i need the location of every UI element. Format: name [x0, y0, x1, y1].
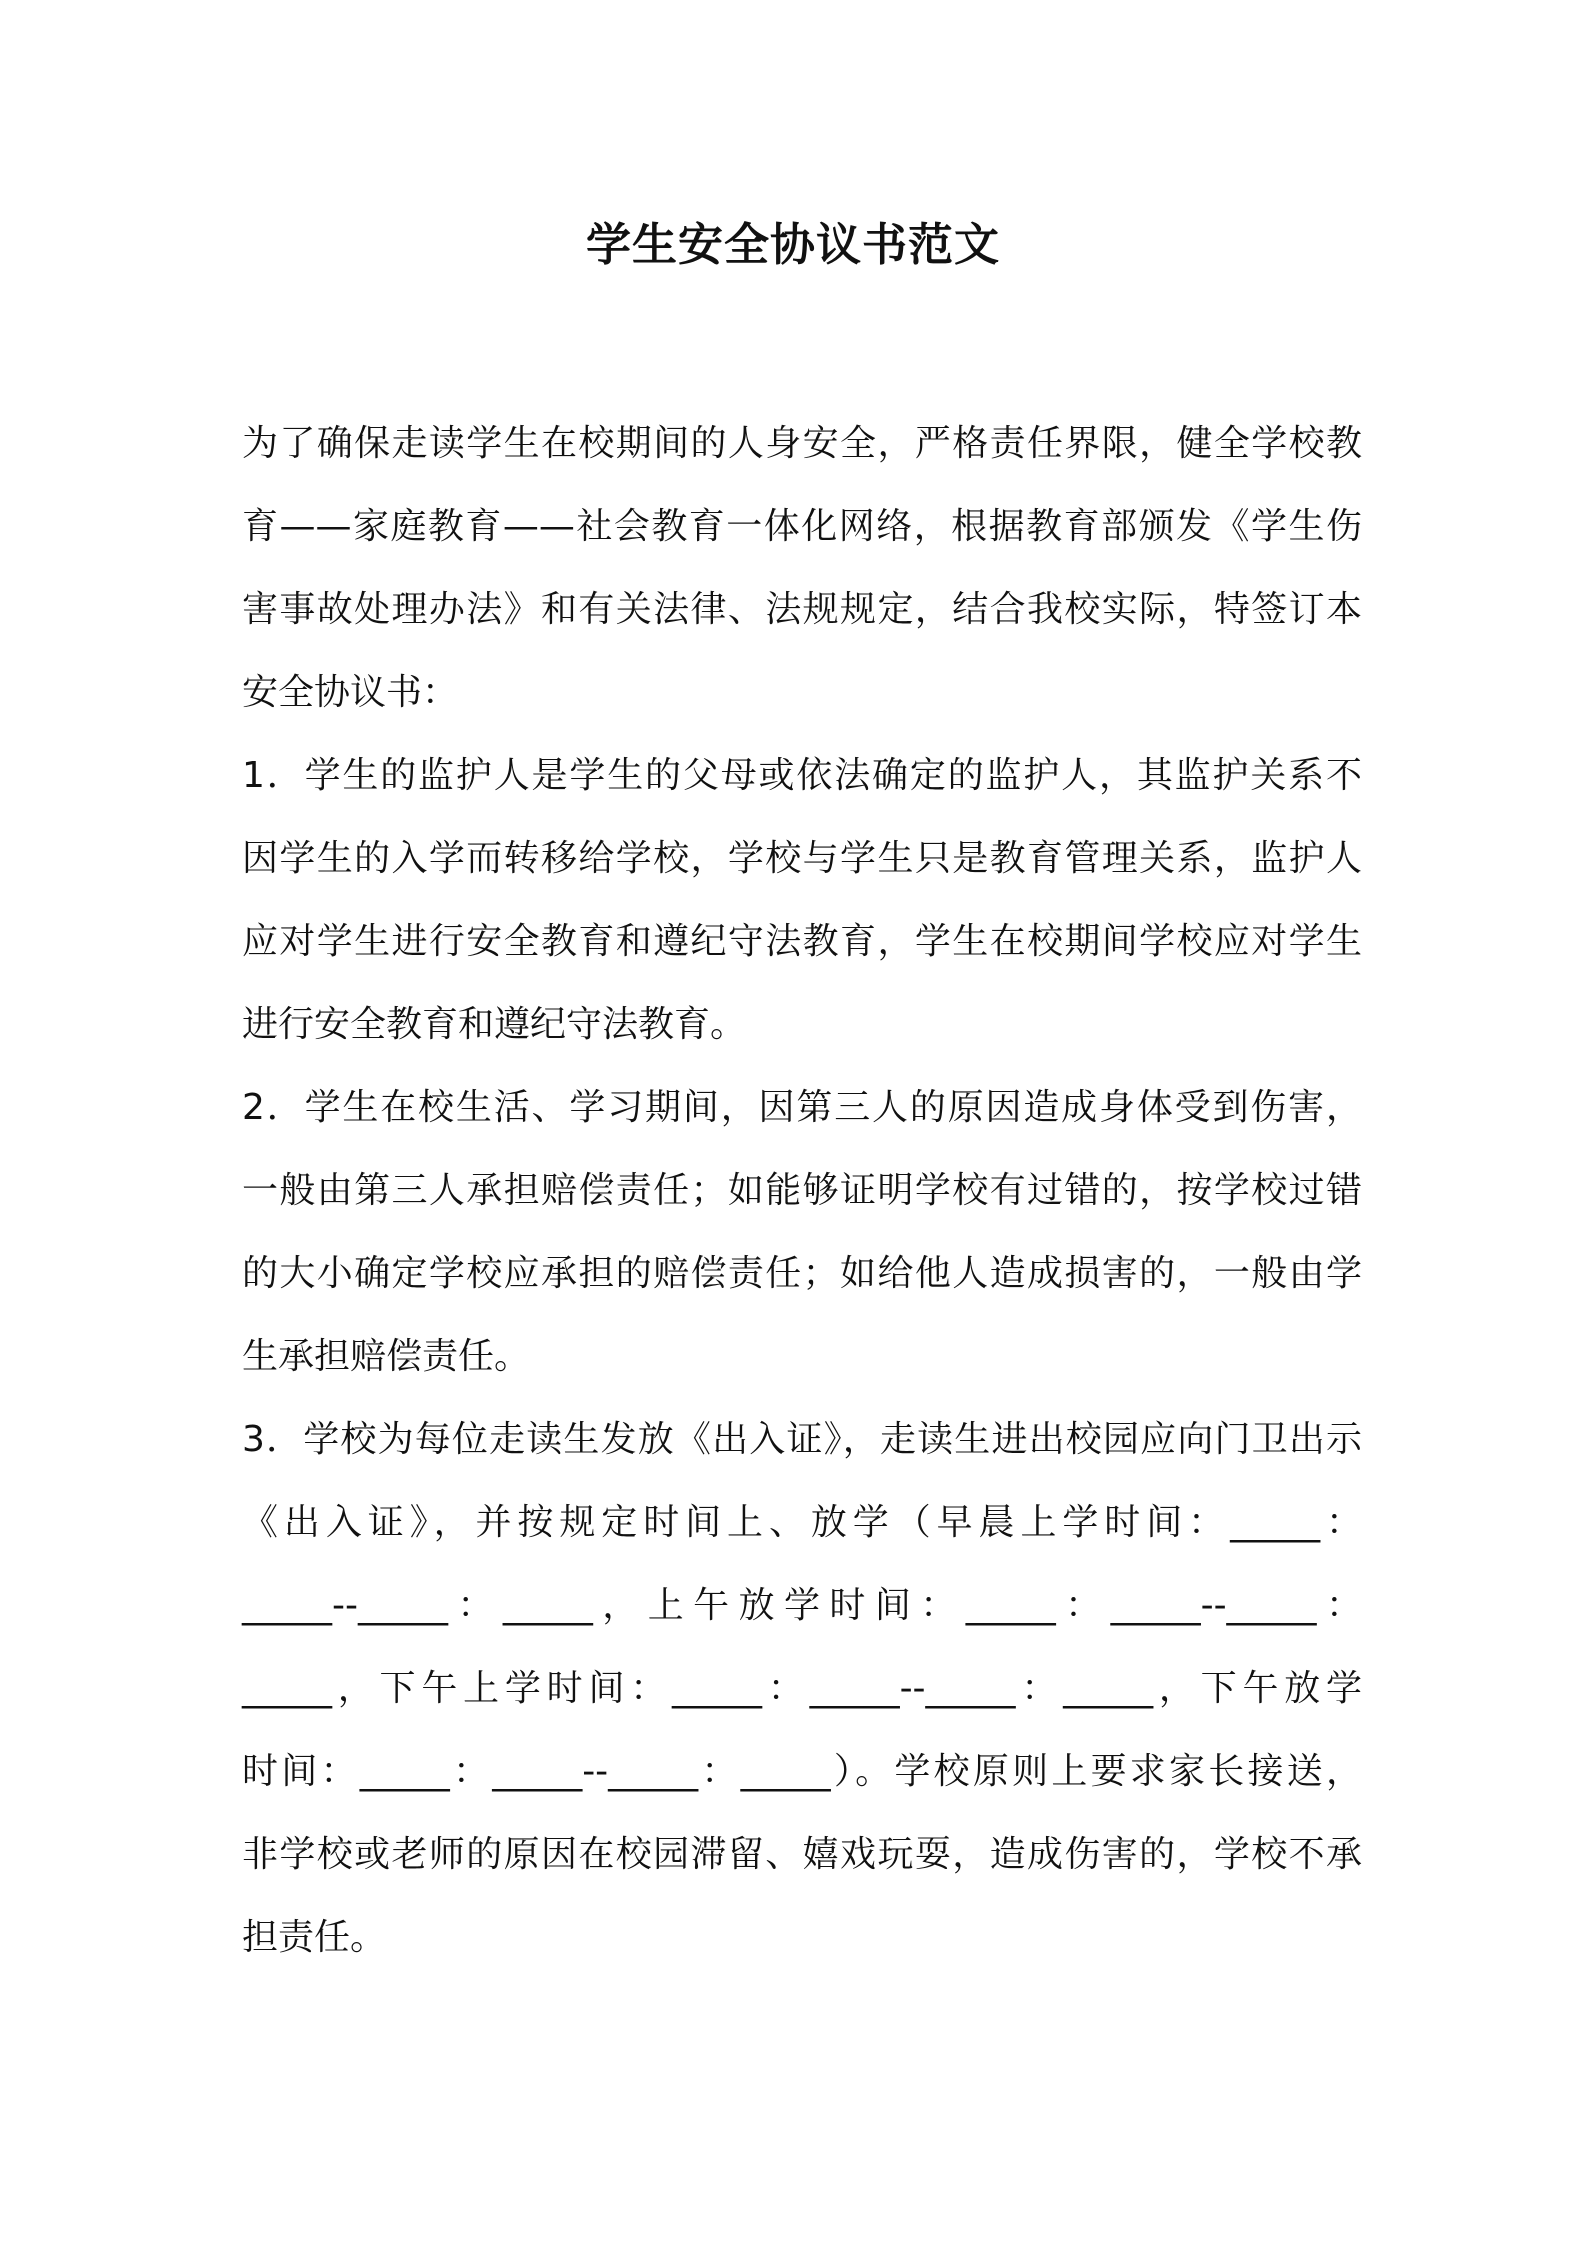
body-line: 一般由第三人承担赔偿责任；如能够证明学校有过错的，按学校过错 — [242, 1170, 1362, 1211]
body-line: 担责任。 — [242, 1917, 387, 1958]
body-line: 应对学生进行安全教育和遵纪守法教育，学生在校期间学校应对学生 — [242, 921, 1362, 962]
body-line: 因学生的入学而转移给学校，学校与学生只是教育管理关系，监护人 — [242, 838, 1362, 879]
body-line: 2．学生在校生活、学习期间，因第三人的原因造成身体受到伤害， — [242, 1087, 1362, 1128]
body-line: 生承担赔偿责任。 — [242, 1336, 531, 1377]
body-line: _____--_____：_____，上午放学时间：_____：_____--_____： — [242, 1585, 1362, 1626]
document-body — [242, 402, 1362, 1979]
body-line: 进行安全教育和遵纪守法教育。 — [242, 1004, 747, 1045]
body-line: 非学校或老师的原因在校园滞留、嬉戏玩耍，造成伤害的，学校不承 — [242, 1834, 1362, 1875]
body-line: 3．学校为每位走读生发放《出入证》，走读生进出校园应向门卫出示 — [242, 1419, 1362, 1460]
document-title: 学生安全协议书范文 — [585, 218, 1000, 271]
body-line: 安全协议书： — [242, 672, 459, 713]
body-line: _____，下午上学时间：_____：_____--_____：_____，下午放学 — [242, 1668, 1362, 1709]
body-line: 害事故处理办法》和有关法律、法规规定，结合我校实际，特签订本 — [242, 589, 1362, 630]
body-line: 时间：_____：_____--_____：_____）。学校原则上要求家长接送， — [242, 1751, 1362, 1792]
body-line: 为了确保走读学生在校期间的人身安全，严格责任界限，健全学校教 — [242, 423, 1362, 464]
body-line: 育——家庭教育——社会教育一体化网络，根据教育部颁发《学生伤 — [242, 506, 1362, 547]
body-line: 的大小确定学校应承担的赔偿责任；如给他人造成损害的，一般由学 — [242, 1253, 1362, 1294]
body-line: 1．学生的监护人是学生的父母或依法确定的监护人，其监护关系不 — [242, 755, 1362, 796]
body-line: 《出入证》，并按规定时间上、放学（早晨上学时间：_____： — [242, 1502, 1362, 1543]
